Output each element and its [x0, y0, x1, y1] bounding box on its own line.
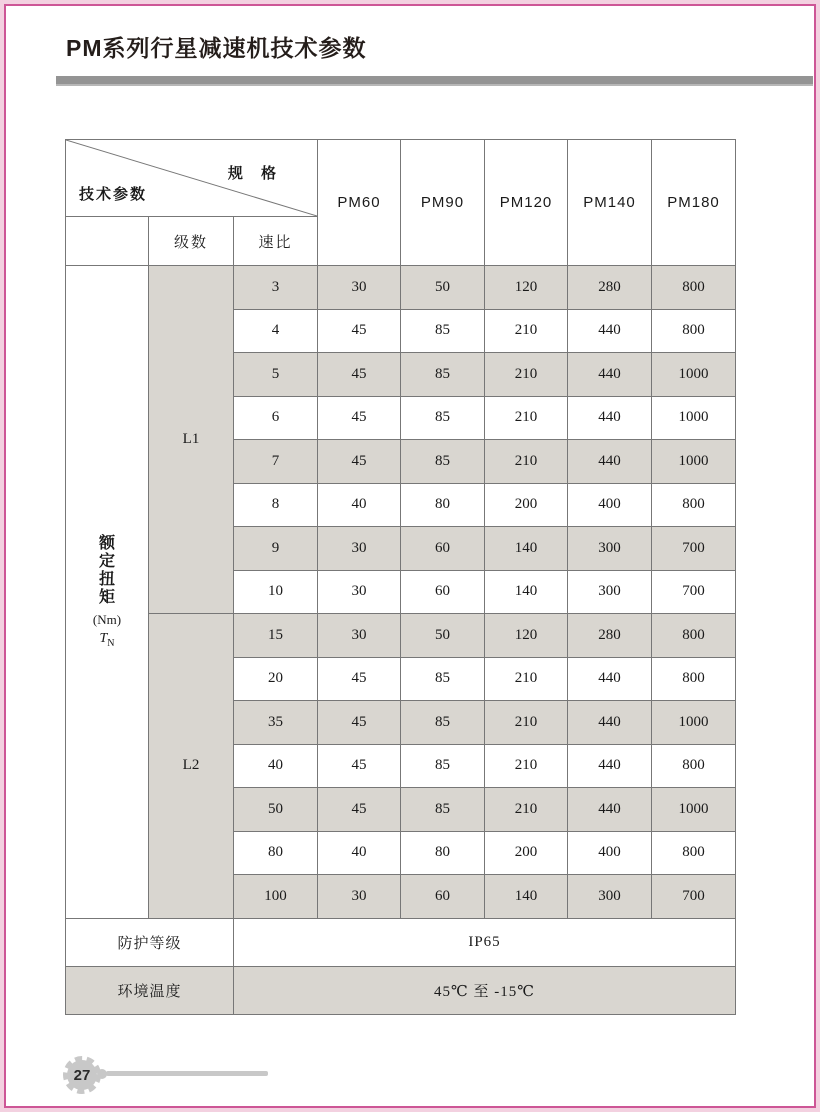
value-cell: 85	[401, 396, 485, 440]
value-cell: 60	[401, 875, 485, 919]
value-cell: 400	[568, 831, 652, 875]
value-cell: 800	[652, 614, 736, 658]
spec-corner-label: 规 格	[227, 165, 284, 182]
value-cell: 700	[652, 570, 736, 614]
value-cell: 210	[485, 440, 568, 484]
value-cell: 30	[318, 266, 401, 310]
value-cell: 50	[401, 266, 485, 310]
value-cell: 30	[318, 527, 401, 571]
value-cell: 85	[401, 440, 485, 484]
value-cell: 45	[318, 440, 401, 484]
protection-grade-value: IP65	[234, 918, 736, 966]
page-title: PM系列行星减速机技术参数	[66, 35, 367, 61]
value-cell: 45	[318, 744, 401, 788]
value-cell: 800	[652, 831, 736, 875]
value-cell: 1000	[652, 701, 736, 745]
value-cell: 400	[568, 483, 652, 527]
value-cell: 85	[401, 701, 485, 745]
value-cell: 300	[568, 875, 652, 919]
model-header-pm60: PM60	[318, 140, 401, 266]
value-cell: 210	[485, 701, 568, 745]
value-cell: 440	[568, 440, 652, 484]
value-cell: 40	[318, 483, 401, 527]
value-cell: 800	[652, 309, 736, 353]
ratio-cell: 6	[234, 396, 318, 440]
value-cell: 30	[318, 570, 401, 614]
header-row-1	[66, 140, 736, 217]
value-cell: 140	[485, 527, 568, 571]
value-cell: 1000	[652, 353, 736, 397]
spec-table-body	[66, 266, 736, 919]
value-cell: 440	[568, 309, 652, 353]
stage-column-header: 级数	[149, 217, 234, 266]
ratio-cell: 8	[234, 483, 318, 527]
value-cell: 210	[485, 744, 568, 788]
ratio-cell: 9	[234, 527, 318, 571]
value-cell: 60	[401, 570, 485, 614]
value-cell: 140	[485, 875, 568, 919]
value-cell: 210	[485, 396, 568, 440]
diagonal-header-cell	[66, 140, 318, 217]
ratio-cell: 3	[234, 266, 318, 310]
value-cell: 440	[568, 657, 652, 701]
value-cell: 440	[568, 701, 652, 745]
value-cell: 210	[485, 788, 568, 832]
ratio-cell: 7	[234, 440, 318, 484]
ratio-cell: 4	[234, 309, 318, 353]
ratio-cell: 50	[234, 788, 318, 832]
value-cell: 30	[318, 614, 401, 658]
value-cell: 440	[568, 788, 652, 832]
value-cell: 85	[401, 657, 485, 701]
value-cell: 45	[318, 701, 401, 745]
value-cell: 45	[318, 788, 401, 832]
value-cell: 30	[318, 875, 401, 919]
ratio-cell: 35	[234, 701, 318, 745]
footer-divider-line	[106, 1071, 268, 1076]
value-cell: 120	[485, 266, 568, 310]
protection-grade-row	[66, 918, 736, 966]
value-cell: 1000	[652, 788, 736, 832]
value-cell: 1000	[652, 396, 736, 440]
value-cell: 280	[568, 614, 652, 658]
page-number-badge: 27	[73, 1066, 91, 1084]
value-cell: 120	[485, 614, 568, 658]
ratio-cell: 40	[234, 744, 318, 788]
value-cell: 80	[401, 831, 485, 875]
torque-label-cell: 额 定 扭 矩 (Nm) $T_N$	[66, 266, 149, 919]
value-cell: 85	[401, 309, 485, 353]
protection-grade-label: 防护等级	[66, 918, 234, 966]
ratio-cell: 15	[234, 614, 318, 658]
value-cell: 45	[318, 657, 401, 701]
value-cell: 200	[485, 483, 568, 527]
value-cell: 440	[568, 396, 652, 440]
model-header-pm120: PM120	[485, 140, 568, 266]
value-cell: 60	[401, 527, 485, 571]
stage-cell-L2: L2	[149, 614, 234, 919]
title-divider	[56, 76, 813, 86]
value-cell: 1000	[652, 440, 736, 484]
value-cell: 45	[318, 396, 401, 440]
value-cell: 440	[568, 353, 652, 397]
empty-header-cell	[66, 217, 149, 266]
value-cell: 40	[318, 831, 401, 875]
value-cell: 300	[568, 570, 652, 614]
value-cell: 50	[401, 614, 485, 658]
ratio-cell: 20	[234, 657, 318, 701]
data-row	[66, 266, 736, 310]
ratio-cell: 5	[234, 353, 318, 397]
value-cell: 210	[485, 657, 568, 701]
value-cell: 45	[318, 309, 401, 353]
value-cell: 200	[485, 831, 568, 875]
model-header-pm180: PM180	[652, 140, 736, 266]
value-cell: 800	[652, 744, 736, 788]
value-cell: 280	[568, 266, 652, 310]
ratio-cell: 100	[234, 875, 318, 919]
value-cell: 45	[318, 353, 401, 397]
value-cell: 440	[568, 744, 652, 788]
tech-params-corner-label: 技术参数	[79, 186, 148, 203]
stage-cell-L1: L1	[149, 266, 234, 614]
model-header-pm140: PM140	[568, 140, 652, 266]
ratio-column-header: 速比	[234, 217, 318, 266]
value-cell: 80	[401, 483, 485, 527]
ratio-cell: 80	[234, 831, 318, 875]
value-cell: 300	[568, 527, 652, 571]
value-cell: 800	[652, 657, 736, 701]
spec-table	[65, 139, 736, 1015]
value-cell: 800	[652, 266, 736, 310]
value-cell: 140	[485, 570, 568, 614]
value-cell: 85	[401, 353, 485, 397]
ambient-temperature-label: 环境温度	[66, 966, 234, 1014]
value-cell: 210	[485, 309, 568, 353]
ambient-temperature-value: 45℃ 至 -15℃	[234, 966, 736, 1014]
value-cell: 800	[652, 483, 736, 527]
value-cell: 210	[485, 353, 568, 397]
model-header-pm90: PM90	[401, 140, 485, 266]
ratio-cell: 10	[234, 570, 318, 614]
value-cell: 85	[401, 744, 485, 788]
ambient-temperature-row	[66, 966, 736, 1014]
data-row	[66, 614, 736, 658]
value-cell: 85	[401, 788, 485, 832]
value-cell: 700	[652, 875, 736, 919]
value-cell: 700	[652, 527, 736, 571]
